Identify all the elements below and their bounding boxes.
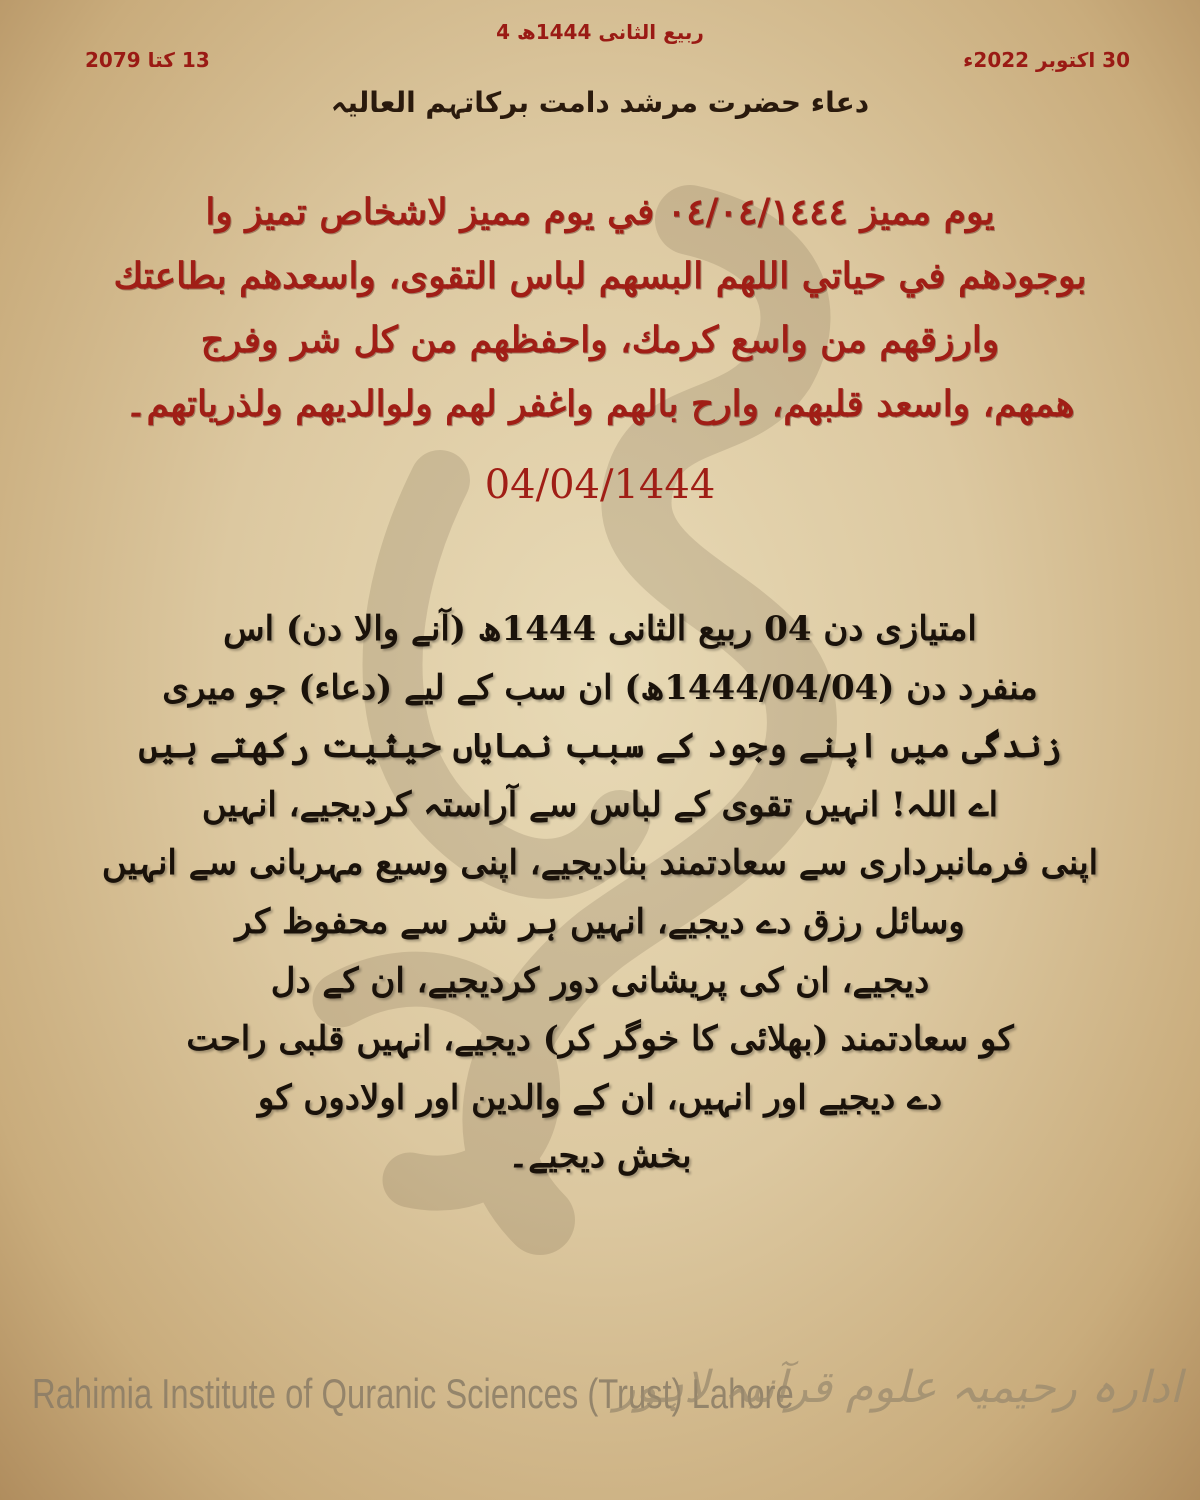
dua-heading: دعاء حضرت مرشد دامت برکاتہم العالیہ [330, 86, 870, 119]
hijri-date: 4 ربیع الثانی 1444ھ [496, 20, 704, 44]
urdu-dua-line: اے اللہ! انہیں تقوی کے لباس سے آراستہ کردیجیے، انہیں [201, 784, 999, 825]
urdu-dua-line: بخش دیجیے۔ [508, 1136, 692, 1177]
arabic-dua-line: وارزقهم من واسع كرمك، واحفظهم من كل شر وفرج [200, 319, 1000, 361]
arabic-dua-date: 04/04/1444 [484, 462, 716, 508]
urdu-dua-line: دیجیے، ان کی پریشانی دور کردیجیے، ان کے دل [270, 960, 930, 1001]
arabic-dua [60, 180, 1140, 436]
bikrami-date: 13 کتا 2079 [85, 48, 210, 72]
urdu-dua-line: اپنی فرمانبرداری سے سعادتمند بنادیجیے، اپنی وسیع مہربانی سے انہیں [101, 843, 1099, 884]
arabic-dua-line: بوجودهم في حياتي اللهم البسهم لباس التقوى، واسعدهم بطاعتك [113, 255, 1087, 297]
institute-logo: ادارہ رحیمیہ علوم قرآنیہ لاہور [614, 1362, 1182, 1413]
urdu-dua [90, 600, 1110, 1186]
urdu-dua-line: کو سعادتمند (بھلائی کا خوگر کر) دیجیے، انہیں قلبی راحت [186, 1019, 1014, 1060]
urdu-dua-line: امتیازی دن 04 ربیع الثانی 1444ھ (آنے والا دن) اس [223, 609, 977, 649]
urdu-dua-line: دے دیجیے اور انہیں، ان کے والدین اور اولادوں کو [257, 1077, 943, 1118]
urdu-dua-line: زندگی میں اپنے وجود کے سبب نمایاں حیثیت رکھتے ہیں [138, 726, 1062, 767]
urdu-dua-line: وسائل رزق دے دیجیے، انہیں ہر شر سے محفوظ کر [235, 901, 965, 942]
institute-name: Rahimia Institute of Quranic Sciences (Trust) Lahore [32, 1370, 794, 1417]
arabic-dua-line: همهم، واسعد قلبهم، وارح بالهم واغفر لهم ولوالديهم ولذرياتهم۔ [125, 383, 1075, 425]
arabic-dua-line: يوم مميز ٠٤/٠٤/١٤٤٤ في يوم مميز لاشخاص تميز وا [205, 191, 995, 233]
urdu-dua-line: منفرد دن (1444/04/04ھ) ان سب کے لیے (دعاء) جو میری [162, 667, 1038, 708]
gregorian-date: 30 اکتوبر 2022ء [963, 48, 1130, 72]
